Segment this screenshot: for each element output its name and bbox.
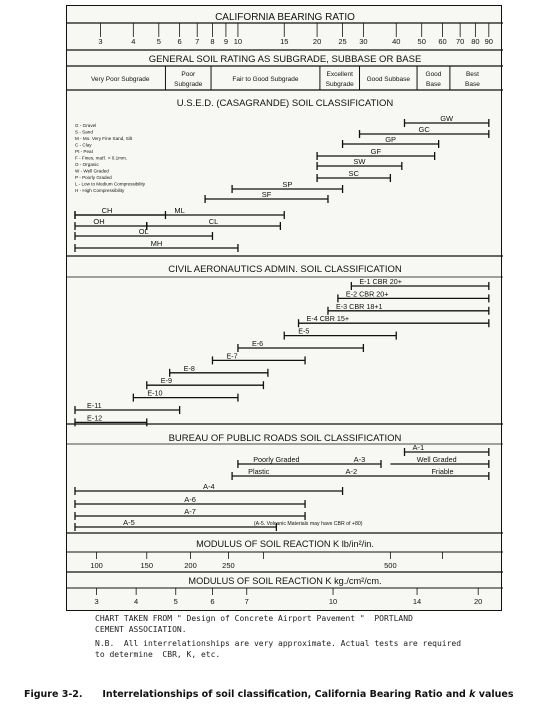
figure-caption xyxy=(24,689,513,700)
cbr-tick-label-6: 6 xyxy=(177,37,182,46)
k2-tick-label-6: 6 xyxy=(210,597,215,606)
useds-label-OH: OH xyxy=(93,217,105,226)
useds-label-GC: GC xyxy=(418,125,430,134)
useds-legend-8: P - Poorly Graded xyxy=(75,175,112,180)
cbr-tick-label-70: 70 xyxy=(455,37,465,46)
caa-title: CIVIL AERONAUTICS ADMIN. SOIL CLASSIFICATION xyxy=(168,264,402,275)
figure-number: Figure 3-2. xyxy=(24,689,83,700)
caa-label-3: E-3 CBR 18+1 xyxy=(335,301,383,311)
rating-title: GENERAL SOIL RATING AS SUBGRADE, SUBBASE OR BASE xyxy=(148,54,422,65)
cbr-title: CALIFORNIA BEARING RATIO xyxy=(215,12,355,23)
bpr-poorly-graded: Poorly Graded xyxy=(253,455,300,464)
caa-label-5: E-5 xyxy=(298,326,310,336)
bpr-label-A-5: A-5 xyxy=(123,518,135,527)
useds-label-SW: SW xyxy=(353,157,366,166)
useds-legend-10: H - High Compressibility xyxy=(75,188,125,193)
useds-legend-2: M - Mo. Very Fine Sand, Silt xyxy=(75,136,133,141)
useds-legend-9: L - Low to Medium Compressibility xyxy=(75,181,146,187)
bpr-well-graded: Well Graded xyxy=(416,455,457,464)
caa-label-7: E-7 xyxy=(226,351,238,361)
caa-label-4: E-4 CBR 15+ xyxy=(306,314,350,324)
caption-line-4: to determine CBR, K, etc. xyxy=(95,650,221,659)
cbr-tick-label-80: 80 xyxy=(471,37,480,46)
bpr-a5-note: (A-5. Volcanic Materials may have CBR of +80) xyxy=(253,521,363,527)
bpr-friable: Friable xyxy=(431,467,454,476)
k2-tick-label-4: 4 xyxy=(134,597,139,606)
useds-legend-7: W - Well Graded xyxy=(75,168,109,174)
useds-label-MH: MH xyxy=(150,239,163,248)
k1-tick-label-150: 150 xyxy=(140,561,154,570)
cbr-tick-label-40: 40 xyxy=(392,37,401,46)
chart-svg xyxy=(67,6,503,612)
caa-label-2: E-2 CBR 20+ xyxy=(345,289,389,299)
rating-cell-0: Very Poor Subgrade xyxy=(90,76,150,83)
caa-label-10: E-10 xyxy=(147,388,163,398)
k2-tick-label-14: 14 xyxy=(412,597,422,606)
caa-label-12: E-12 xyxy=(87,413,103,423)
rating-cell-3-line2: Subgrade xyxy=(325,81,354,88)
rating-cell-5-line1: Good xyxy=(425,71,442,78)
cbr-tick-label-15: 15 xyxy=(280,37,289,46)
k2-title: MODULUS OF SOIL REACTION K kg./cm²/cm. xyxy=(188,576,382,586)
rating-cell-1-line1: Poor xyxy=(181,71,196,78)
k1-tick-label-100: 100 xyxy=(90,561,103,570)
rating-cell-6-line2: Base xyxy=(465,81,480,88)
bpr-label-A-4: A-4 xyxy=(202,482,215,491)
useds-label-SP: SP xyxy=(282,180,293,189)
caption-line-3: N.B. All interrelationships are very approximate. Actual tests are required xyxy=(95,639,462,648)
cbr-tick-label-7: 7 xyxy=(195,37,200,46)
bpr-title: BUREAU OF PUBLIC ROADS SOIL CLASSIFICATION xyxy=(168,433,402,444)
cbr-tick-label-10: 10 xyxy=(233,37,243,46)
k2-tick-label-7: 7 xyxy=(244,597,249,606)
bpr-a1-label: A-1 xyxy=(412,443,425,452)
rating-cell-4: Good Subbase xyxy=(366,76,410,83)
cbr-tick-label-25: 25 xyxy=(338,37,347,46)
useds-legend-6: O - Organic xyxy=(75,162,99,167)
useds-legend-3: C - Clay xyxy=(75,142,92,148)
k2-tick-label-5: 5 xyxy=(173,597,178,606)
caption-line-1: CHART TAKEN FROM " Design of Concrete Airport Pavement " PORTLAND xyxy=(95,614,413,623)
rating-cell-2: Fair to Good Subgrade xyxy=(232,76,299,83)
rating-cell-3-line1: Excellent xyxy=(326,71,353,78)
caa-label-1: E-1 CBR 20+ xyxy=(359,277,402,286)
useds-label-SC: SC xyxy=(348,169,359,178)
caa-label-8: E-8 xyxy=(183,363,195,373)
useds-label-CH: CH xyxy=(101,206,113,215)
useds-label-ML: ML xyxy=(174,206,185,215)
caption-line-2: CEMENT ASSOCIATION. xyxy=(95,625,187,634)
bpr-label-A-6: A-6 xyxy=(184,495,196,504)
figure-caption-k: k xyxy=(469,689,476,700)
k1-title: MODULUS OF SOIL REACTION K lb/in²/in. xyxy=(196,539,374,549)
useds-label-OL: OL xyxy=(138,227,149,236)
rating-cell-5-line2: Base xyxy=(426,81,441,88)
rating-cell-6-line1: Best xyxy=(465,71,479,78)
bpr-a2-label: A-2 xyxy=(345,467,358,476)
useds-legend-1: S - Sand xyxy=(75,129,93,135)
rating-cell-1-line2: Subgrade xyxy=(174,81,203,88)
caa-label-9: E-9 xyxy=(160,376,172,386)
useds-label-SF: SF xyxy=(261,190,272,199)
k2-tick-label-3: 3 xyxy=(94,597,99,606)
useds-legend-0: G - Gravel xyxy=(75,123,97,128)
useds-label-CL: CL xyxy=(208,217,219,226)
cbr-tick-label-4: 4 xyxy=(131,37,136,46)
cbr-tick-label-90: 90 xyxy=(484,37,493,46)
useds-legend-5: F - Fines, mat'l. < 0.1mm. xyxy=(75,155,128,161)
k1-tick-label-200: 200 xyxy=(184,561,197,570)
bpr-a3-label: A-3 xyxy=(353,455,366,464)
bpr-label-A-7: A-7 xyxy=(184,507,196,516)
figure-caption-end: values xyxy=(475,689,514,700)
cbr-tick-label-5: 5 xyxy=(156,37,161,46)
caa-label-11: E-11 xyxy=(87,401,102,410)
k1-tick-label-250: 250 xyxy=(222,561,235,570)
bpr-plastic: Plastic xyxy=(248,467,270,476)
useds-label-GP: GP xyxy=(385,135,397,144)
cbr-tick-label-60: 60 xyxy=(438,37,447,46)
cbr-tick-label-20: 20 xyxy=(312,37,322,46)
caa-label-6: E-6 xyxy=(251,339,264,348)
k2-tick-label-20: 20 xyxy=(474,597,483,606)
cbr-tick-label-50: 50 xyxy=(417,37,426,46)
k2-tick-label-10: 10 xyxy=(328,597,338,606)
cbr-tick-label-30: 30 xyxy=(359,37,368,46)
useds-label-GW: GW xyxy=(440,114,454,123)
cbr-tick-label-8: 8 xyxy=(210,37,215,46)
cbr-tick-label-3: 3 xyxy=(98,37,103,46)
useds-title: U.S.E.D. (CASAGRANDE) SOIL CLASSIFICATION xyxy=(176,98,394,109)
k1-tick-label-500: 500 xyxy=(384,561,397,570)
cbr-tick-label-9: 9 xyxy=(223,37,229,46)
useds-label-GF: GF xyxy=(370,147,382,156)
useds-legend-4: Pt - Peat xyxy=(75,149,93,154)
soil-classification-chart xyxy=(66,5,502,611)
figure-caption-text: Interrelationships of soil classification, California Bearing Ratio and xyxy=(102,689,470,700)
